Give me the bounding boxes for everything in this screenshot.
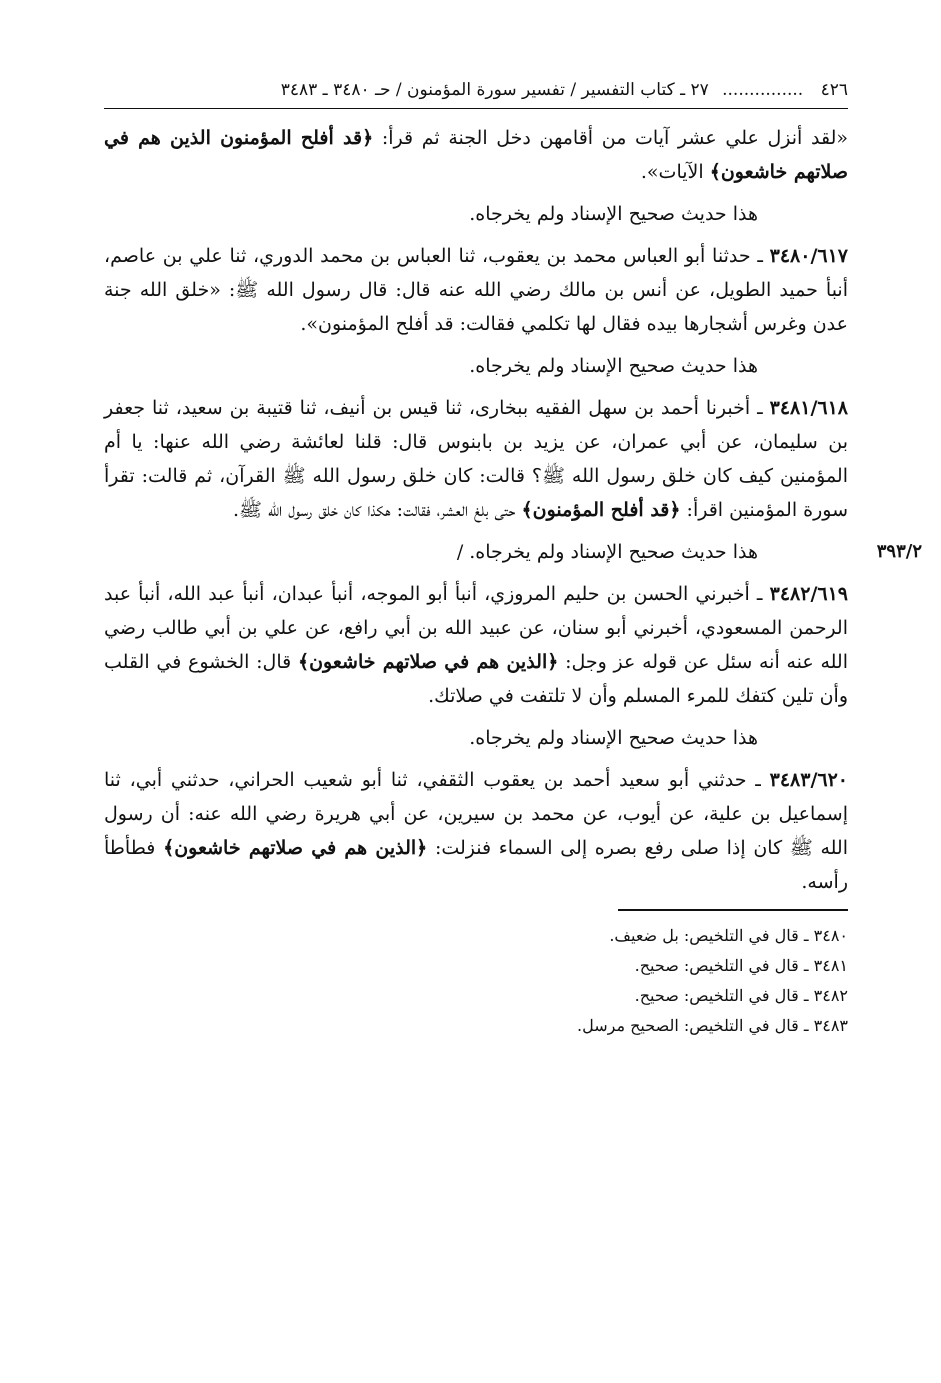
hadith-text: فطأطأ رأسه. xyxy=(104,837,848,893)
running-header xyxy=(104,72,848,109)
quran-quote: ﴿قد أفلح المؤمنون﴾ xyxy=(521,499,681,521)
hadith-number: ٣٤٨٣/٦٢٠ xyxy=(769,769,848,791)
hadith-text: ـ أخبرني الحسن بن حليم المروزي، أنبأ أبو الموجه، أنبأ عبدان، أنبأ عبد الله، أنبأ عبد الرحمن المسعودي، أخبرني أبو سنان، عن عبيد الله بن أبي رافع، عن علي بن أبي طالب رضي الله عنه أنه سئل عن قوله عز وجل: xyxy=(104,583,848,673)
continued-paragraph xyxy=(104,121,848,189)
margin-page-reference: ٣٩٣/٢ xyxy=(876,541,922,562)
hadith-text: ـ حدثني أبو سعيد أحمد بن يعقوب الثقفي، ثنا أبو شعيب الحراني، حدثني أبي، ثنا إسماعيل بن علية، عن أيوب، عن محمد بن سيرين، عن أبي هريرة رضي الله عنه: أن رسول الله ﷺ كان إذا صلى رفع بصره إلى السماء فنزلت: xyxy=(104,769,848,859)
hadith-number: ٣٤٨٢/٦١٩ xyxy=(769,583,848,605)
footnote: ٣٤٨٣ ـ قال في التلخيص: الصحيح مرسل. xyxy=(577,1016,848,1035)
hadith-text: ـ أخبرنا أحمد بن سهل الفقيه ببخارى، ثنا قيس بن أنيف، ثنا قتيبة بن سعيد، ثنا جعفر بن سليمان، عن أبي عمران، عن يزيد بن بابنوس قال: قلنا لعائشة رضي الله عنها: يا أم المؤمنين كيف كان خلق رسول الله ﷺ؟ قالت: كان خلق رسول الله ﷺ القرآن، ثم قالت: تقرأ سورة المؤمنين اقرأ: xyxy=(104,397,848,521)
hadith-text: حتى بلغ العشر، فقالت: هكذا كان خلق رسول الله ﷺ. xyxy=(232,499,522,521)
hadith-3483 xyxy=(104,763,848,899)
hadith-number: ٣٤٨٠/٦١٧ xyxy=(769,245,848,267)
paragraph-text: «لقد أنزل علي عشر آيات من أقامهن دخل الجنة ثم قرأ: xyxy=(373,127,848,149)
header-title: ٢٧ ـ كتاب التفسير / تفسير سورة المؤمنون / حـ ٣٤٨٠ ـ ٣٤٨٣ xyxy=(280,80,709,100)
hadith-3481 xyxy=(104,391,848,527)
page-number: ٤٢٦ xyxy=(820,80,848,100)
quran-quote: ﴿قد أفلح المؤمنون الذين هم في صلاتهم خاشعون﴾ xyxy=(104,127,848,183)
quran-quote: ﴿الذين هم في صلاتهم خاشعون﴾ xyxy=(297,651,559,673)
hadith-number: ٣٤٨١/٦١٨ xyxy=(769,397,848,419)
quran-quote: ﴿الذين هم في صلاتهم خاشعون﴾ xyxy=(163,837,428,859)
page-body xyxy=(104,72,922,1041)
grading-verdict: هذا حديث صحيح الإسناد ولم يخرجاه. / xyxy=(456,541,758,563)
grading-verdict: هذا حديث صحيح الإسناد ولم يخرجاه. xyxy=(469,355,758,377)
footnote: ٣٤٨٠ ـ قال في التلخيص: بل ضعيف. xyxy=(609,926,848,945)
footnote-separator xyxy=(618,909,848,911)
hadith-3482 xyxy=(104,577,848,713)
grading-verdict: هذا حديث صحيح الإسناد ولم يخرجاه. xyxy=(469,203,758,225)
grading-verdict-block xyxy=(104,535,922,569)
hadith-text: قال: الخشوع في القلب وأن تلين كتفك للمرء المسلم وأن لا تلتفت في صلاتك. xyxy=(104,651,848,707)
paragraph-text: الآيات». xyxy=(640,161,710,183)
header-leader-dots: ............... xyxy=(722,80,804,100)
grading-verdict: هذا حديث صحيح الإسناد ولم يخرجاه. xyxy=(469,727,758,749)
hadith-text: ـ حدثنا أبو العباس محمد بن يعقوب، ثنا العباس بن محمد الدوري، ثنا علي بن عاصم، أنبأ حميد الطويل، عن أنس بن مالك رضي الله عنه قال: قال رسول الله ﷺ: «خلق الله جنة عدن وغرس أشجارها بيده فقال لها تكلمي فقالت: قد أفلح المؤمنون». xyxy=(104,245,848,335)
hadith-3480 xyxy=(104,239,848,341)
footnote: ٣٤٨٢ ـ قال في التلخيص: صحيح. xyxy=(634,986,848,1005)
footnote: ٣٤٨١ ـ قال في التلخيص: صحيح. xyxy=(634,956,848,975)
